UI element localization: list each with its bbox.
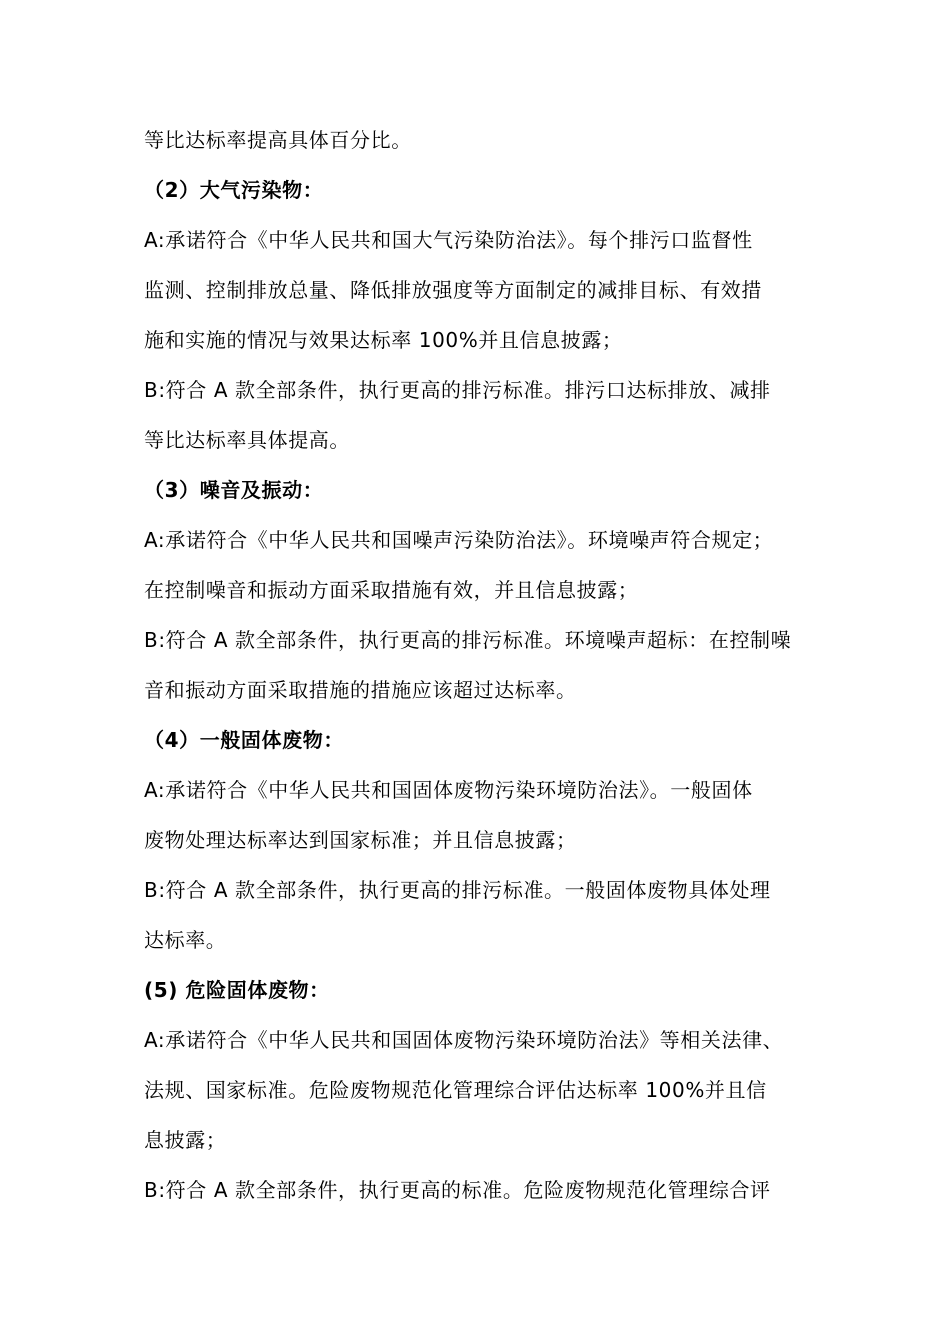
section-heading-noise-vibration: （3）噪音及振动： xyxy=(144,478,324,502)
paragraph-line: A:承诺符合《中华人民共和国噪声污染防治法》。环境噪声符合规定； xyxy=(144,528,774,552)
paragraph-line: B:符合 A 款全部条件，执行更高的标准。危险废物规范化管理综合评 xyxy=(144,1178,771,1202)
paragraph-line: 音和振动方面采取措施的措施应该超过达标率。 xyxy=(144,678,577,702)
paragraph-line: B:符合 A 款全部条件，执行更高的排污标准。排污口达标排放、减排 xyxy=(144,378,771,402)
section-heading-general-solid-waste: （4）一般固体废物： xyxy=(144,728,344,752)
paragraph-line: 等比达标率提高具体百分比。 xyxy=(144,128,412,152)
section-heading-air-pollutants: （2）大气污染物： xyxy=(144,178,324,202)
paragraph-line: 息披露； xyxy=(144,1128,227,1152)
paragraph-line: 废物处理达标率达到国家标准；并且信息披露； xyxy=(144,828,577,852)
section-heading-hazardous-solid-waste: (5) 危险固体废物： xyxy=(144,978,330,1002)
paragraph-line: 在控制噪音和振动方面采取措施有效，并且信息披露； xyxy=(144,578,639,602)
paragraph-line: A:承诺符合《中华人民共和国固体废物污染环境防治法》。一般固体 xyxy=(144,778,753,802)
paragraph-line: 等比达标率具体提高。 xyxy=(144,428,350,452)
paragraph-line: A:承诺符合《中华人民共和国大气污染防治法》。每个排污口监督性 xyxy=(144,228,753,252)
paragraph-line: 法规、国家标准。危险废物规范化管理综合评估达标率 100%并且信 xyxy=(144,1078,767,1102)
paragraph-line: B:符合 A 款全部条件，执行更高的排污标准。环境噪声超标：在控制噪 xyxy=(144,628,792,652)
paragraph-line: 监测、控制排放总量、降低排放强度等方面制定的减排目标、有效措 xyxy=(144,278,762,302)
paragraph-line: 施和实施的情况与效果达标率 100%并且信息披露； xyxy=(144,328,623,352)
paragraph-line: A:承诺符合《中华人民共和国固体废物污染环境防治法》等相关法律、 xyxy=(144,1028,784,1052)
paragraph-line: B:符合 A 款全部条件，执行更高的排污标准。一般固体废物具体处理 xyxy=(144,878,771,902)
paragraph-line: 达标率。 xyxy=(144,928,227,952)
